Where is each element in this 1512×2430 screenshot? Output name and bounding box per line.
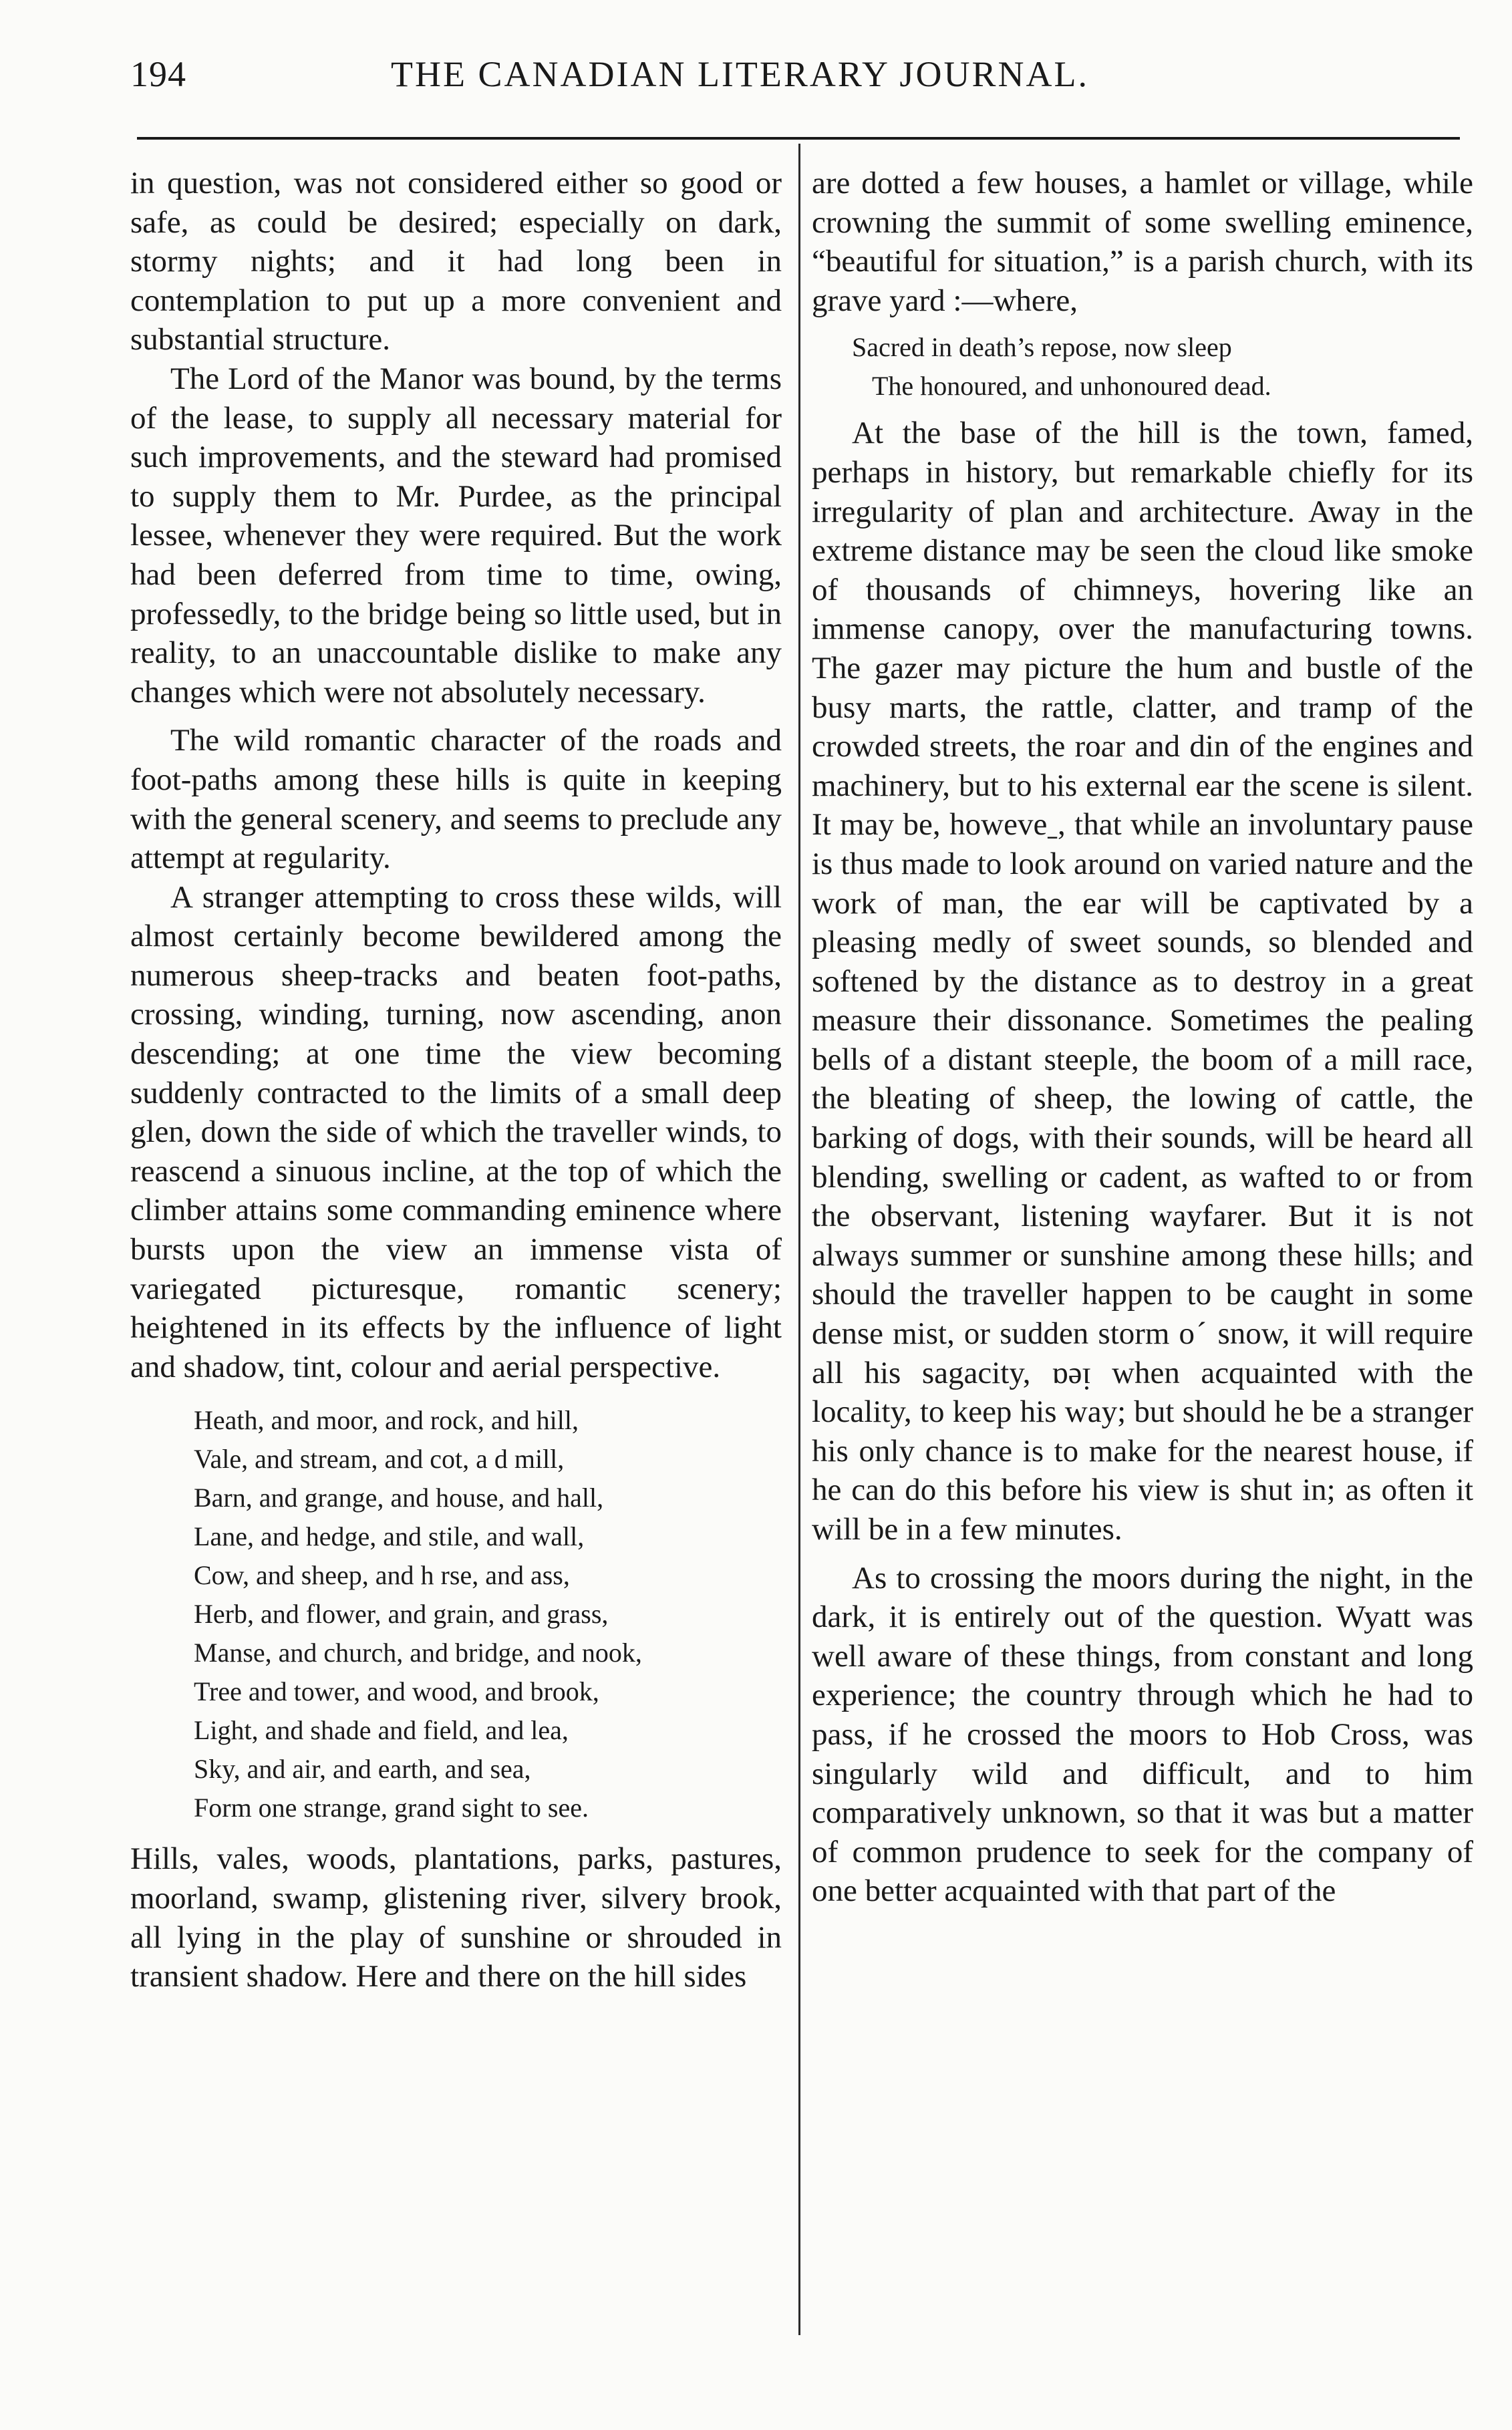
left-column bbox=[130, 164, 782, 1996]
page-number: 194 bbox=[130, 54, 186, 94]
paragraph: As to crossing the moors during the night, in the dark, it is entirely out of the question. Wyatt was well aware of these things, from constant and long experience; the country through which he had to pass, if he crossed the moors to Hob Cross, was singularly wild and difficult, and to him comparatively unknown, so that it was but a matter of common prudence to seek for the company of one better acquainted with that part of the bbox=[812, 1560, 1473, 1909]
verse-line: Herb, and flower, and grain, and grass, bbox=[194, 1599, 609, 1630]
verse-line: Barn, and grange, and house, and hall, bbox=[194, 1483, 604, 1513]
paragraph: are dotted a few houses, a hamlet or village, while crowning the summit of some swelling eminence, “beautiful for situation,” is a parish church, with its grave yard :—where, bbox=[812, 166, 1473, 318]
column-divider bbox=[798, 144, 800, 2335]
paragraph: At the base of the hill is the town, famed, perhaps in history, but remarkable chiefly for its irregularity of plan and architecture. Away in the extreme distance may be seen the cloud like smoke of thousands of chimneys, hovering like an immense canopy, over the manufacturing towns. The gazer may picture the hum and bustle of the busy marts, the rattle, clatter, and tramp of the crowded streets, the roar and din of the engines and machinery, but to his external ear the scene is silent. It may be, howeveˍ, that while an involuntary pause is thus made to look around on varied nature and the work of man, the ear will be captivated by a pleasing medly of sweet sounds, so blended and softened by the distance as to destroy in a great measure their dissonance. Sometimes the pealing bells of a distant steeple, the boom of a mill race, the bleating of sheep, the lowing of cattle, the barking of dogs, with their sounds, will be heard all blending, swelling or cadent, as wafted to or from the observant, listening wayfarer. But it is not always summer or sunshine among these hills; and should the traveller happen to be caught in some dense mist, or sudden storm oˊ snow, it will require all his sagacity, ɒǝᴉ when acquainted with the locality, to keep his way; but should he be a stranger his only chance is to make for the nearest house, if he can do this before his view is shut in; as often it will be in a few minutes. bbox=[812, 416, 1473, 1547]
right-column bbox=[812, 164, 1473, 1911]
paragraph: Hills, vales, woods, plantations, parks, pastures, moorland, swamp, glistening river, silvery brook, all lying in the play of sunshine or shrouded in transient shadow. Here and there on the hill sides bbox=[130, 1841, 782, 1994]
header-rule bbox=[137, 137, 1460, 140]
verse-line: Light, and shade and field, and lea, bbox=[194, 1715, 569, 1746]
verse-line: Cow, and sheep, and h rse, and ass, bbox=[194, 1560, 570, 1591]
quote-line: The honoured, and unhonoured dead. bbox=[872, 371, 1271, 402]
verse-block bbox=[130, 1401, 782, 1827]
paragraph: in question, was not considered either so good or safe, as could be desired; especially on dark, stormy nights; and it had long been in contemplation to put up a more convenient and substantial structure. bbox=[130, 166, 782, 357]
verse-line: Sky, and air, and earth, and sea, bbox=[194, 1754, 531, 1785]
quotation-block bbox=[812, 328, 1473, 406]
paragraph: The wild romantic character of the roads and foot-paths among these hills is quite in keeping with the general scenery, and seems to preclude any attempt at regularity. bbox=[130, 723, 782, 876]
verse-line: Tree and tower, and wood, and brook, bbox=[194, 1676, 599, 1707]
verse-line: Heath, and moor, and rock, and hill, bbox=[194, 1405, 579, 1436]
running-head: THE CANADIAN LITERARY JOURNAL. bbox=[391, 54, 1089, 94]
verse-line: Manse, and church, and bridge, and nook, bbox=[194, 1638, 642, 1668]
verse-line: Lane, and hedge, and stile, and wall, bbox=[194, 1521, 585, 1552]
verse-line: Vale, and stream, and cot, a d mill, bbox=[194, 1444, 565, 1475]
page-header bbox=[130, 47, 1460, 107]
paragraph: The Lord of the Manor was bound, by the terms of the lease, to supply all necessary material for such improvements, and the steward had promised to supply them to Mr. Purdee, as the principal lessee, whenever they were required. But the work had been deferred from time to time, owing, professedly, to the bridge being so little used, but in reality, to an unaccountable dislike to make any changes which were not absolutely necessary. bbox=[130, 361, 782, 710]
quote-line: Sacred in death’s repose, now sleep bbox=[852, 332, 1232, 363]
verse-line: Form one strange, grand sight to see. bbox=[194, 1793, 589, 1823]
paragraph: A stranger attempting to cross these wilds, will almost certainly become bewildered among the numerous sheep-tracks and beaten foot-paths, crossing, winding, turning, now ascending, anon descending; at one time the view becoming suddenly contracted to the limits of a small deep glen, down the side of which the traveller winds, to reascend a sinuous incline, at the top of which the climber attains some commanding eminence where bursts upon the view an immense vista of variegated picturesque, romantic scenery; heightened in its effects by the influence of light and shadow, tint, colour and aerial perspective. bbox=[130, 879, 782, 1384]
